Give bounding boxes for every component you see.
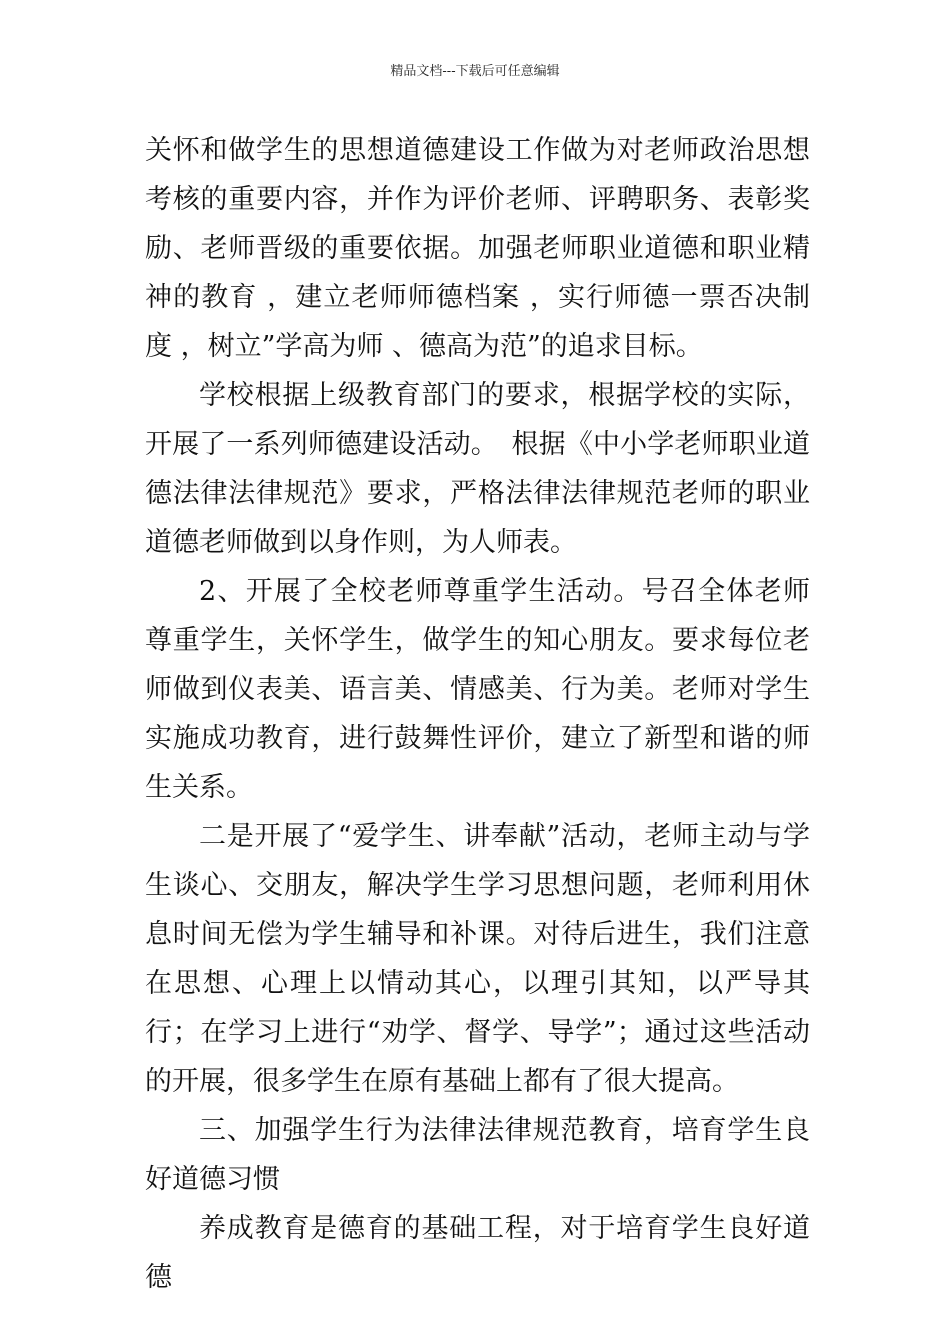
page-header: 精品文档---下载后可任意编辑 (390, 64, 560, 79)
paragraph-3: 2、开展了全校老师尊重学生活动。号召全体老师尊重学生，关怀学生，做学生的知心朋友。要求每位老师做到仪表美、语言美、情感美、行为美。老师对学生实施成功教育，进行鼓舞性评价，建立了新型和谐的师生关系。 (145, 576, 810, 803)
document-body (145, 126, 810, 1302)
section-heading: 三、加强学生行为法律法律规范教育，培育学生良好道德习惯 (145, 1115, 810, 1195)
paragraph-2: 学校根据上级教育部门的要求，根据学校的实际，开展了一系列师德建设活动。 根据《中小学老师职业道德法律法律规范》要求，严格法律法律规范老师的职业道德老师做到以身作则，为人师表。 (145, 380, 810, 558)
paragraph-5: 养成教育是德育的基础工程，对于培育学生良好道德 (145, 1213, 810, 1293)
paragraph-1: 关怀和做学生的思想道德建设工作做为对老师政治思想考核的重要内容，并作为评价老师、评聘职务、表彰奖励、老师晋级的重要依据。加强老师职业道德和职业精神的教育 ，建立老师师德档案 ，实行师德一票否决制度 ，树立”学高为师 、德高为范”的追求目标。 (145, 135, 810, 362)
paragraph-4: 二是开展了“爱学生、讲奉献”活动，老师主动与学生谈心、交朋友，解决学生学习思想问题，老师利用休息时间无偿为学生辅导和补课。对待后进生，我们注意在思想、心理上以情动其心，以理引其知，以严导其行；在学习上进行“劝学、督学、导学”；通过这些活动的开展，很多学生在原有基础上都有了很大提高。 (145, 821, 810, 1097)
